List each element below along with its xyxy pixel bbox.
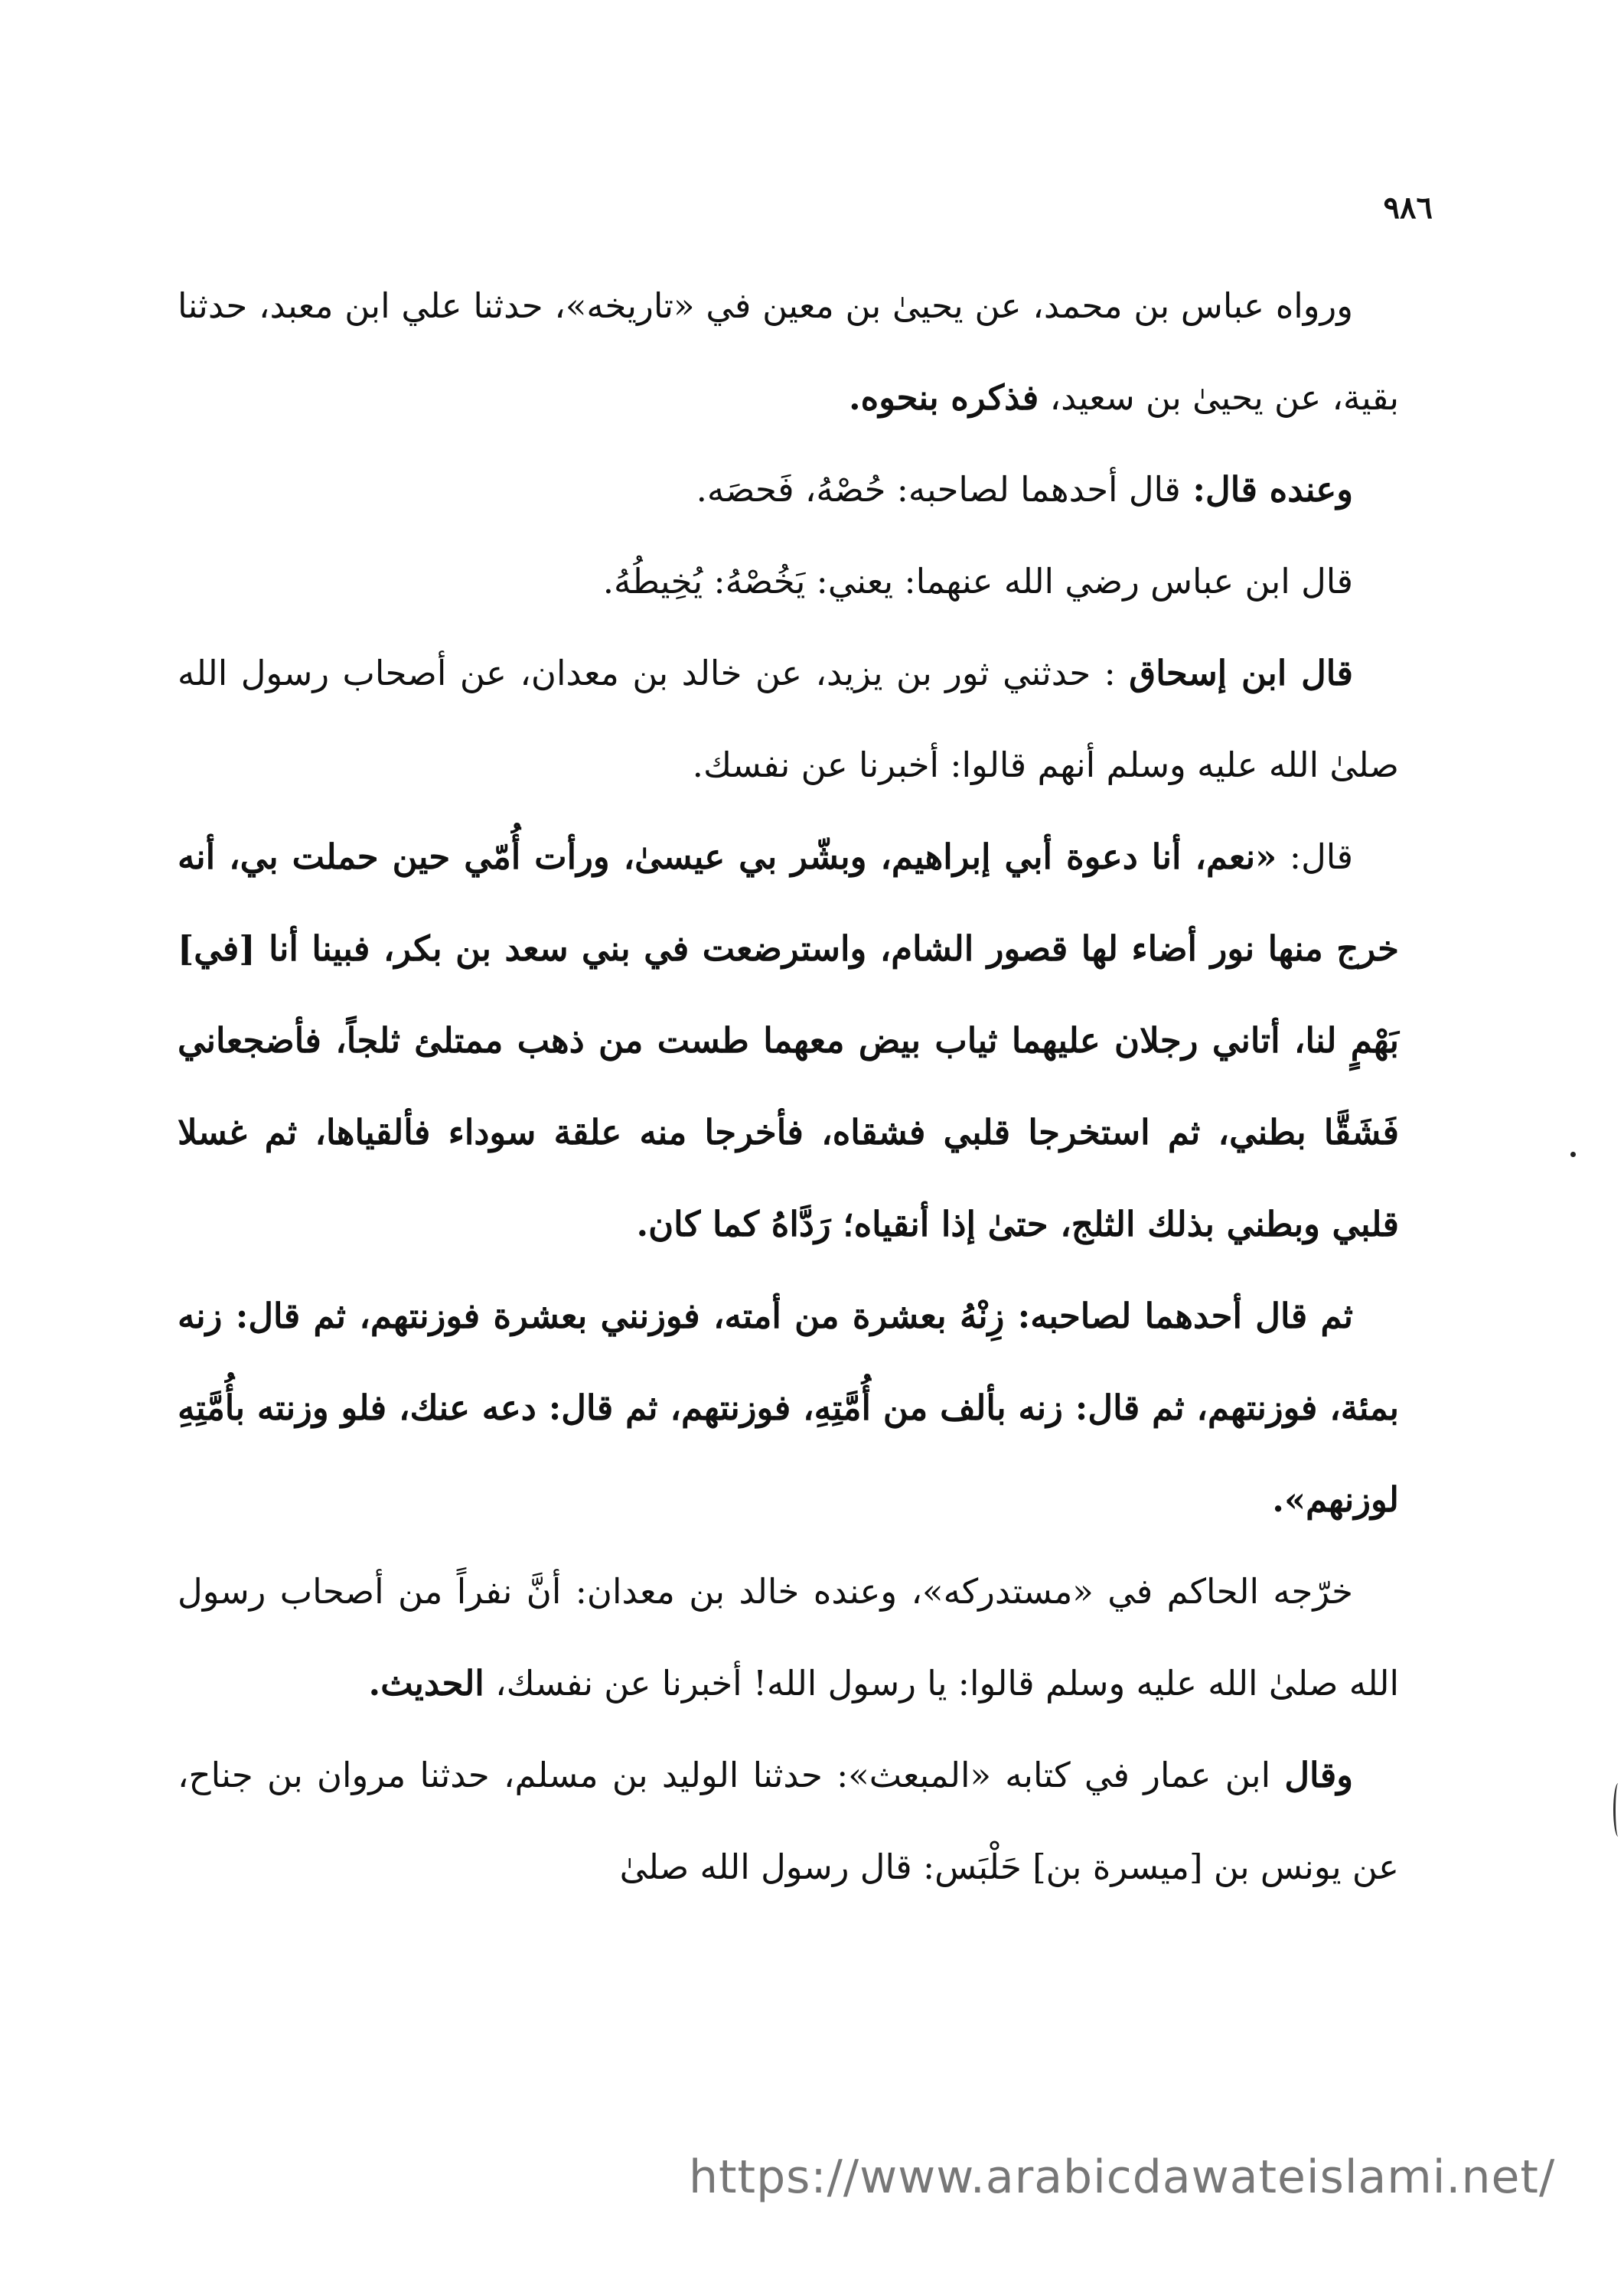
paragraph-8 <box>178 1730 1399 1913</box>
text-segment-bold: قال ابن إسحاق <box>1129 653 1354 693</box>
text-segment: خرّجه الحاكم في «مستدركه»، وعنده خالد بن معدان: أنَّ نفراً من أصحاب رسول الله صلىٰ الله عليه وسلم قالوا: يا رسول الله! أخبرنا عن نفسك، <box>178 1571 1399 1704</box>
text-segment-bold: وعنده قال: <box>1180 469 1353 510</box>
paragraph-1 <box>178 260 1399 444</box>
paragraph-6 <box>178 1270 1399 1546</box>
text-segment-bold: ثم قال أحدهما لصاحبه: زِنْهُ بعشرة من أمته، فوزنني بعشرة فوزنتهم، ثم قال: زنه بمئة، فوزنتهم، ثم قال: زنه بألف من أُمَّتِهِ، فوزنتهم، ثم قال: دعه عنك، فلو وزنته بأُمَّتِهِ لوزنهم». <box>178 1296 1399 1520</box>
paragraph-3 <box>178 536 1399 628</box>
margin-dot <box>1570 1152 1576 1157</box>
text-segment: قال أحدهما لصاحبه: حُصْهُ، فَحصَه. <box>696 469 1181 510</box>
text-segment-bold: الحديث. <box>368 1663 484 1704</box>
text-segment-bold: فذكره بنحوه. <box>848 377 1039 418</box>
text-segment: قال ابن عباس رضي الله عنهما: يعني: يَخُصْهُ: يُخِيطُهُ. <box>602 561 1353 602</box>
text-segment: قال: <box>1277 836 1353 877</box>
body-text <box>178 260 1399 1913</box>
paragraph-5 <box>178 811 1399 1270</box>
page-number: ٩٨٦ <box>1383 190 1433 226</box>
text-segment: : حدثني ثور بن يزيد، عن خالد بن معدان، عن أصحاب رسول الله صلىٰ الله عليه وسلم أنهم قالوا: أخبرنا عن نفسك. <box>178 653 1399 785</box>
text-segment-bold: وقال <box>1284 1755 1353 1795</box>
paragraph-7 <box>178 1546 1399 1730</box>
paragraph-4 <box>178 628 1399 811</box>
text-segment: ورواه عباس بن محمد، عن يحيىٰ بن معين في «تاريخه»، حدثنا علي ابن معبد، حدثنا بقية، عن يحيىٰ بن سعيد، <box>178 285 1399 418</box>
margin-mark <box>1613 1783 1623 1837</box>
watermark-url: https://www.arabicdawateislami.net/ <box>689 2150 1556 2204</box>
paragraph-2 <box>178 444 1399 536</box>
text-segment: ابن عمار في كتابه «المبعث»: حدثنا الوليد بن مسلم، حدثنا مروان بن جناح، عن يونس بن [ميسرة بن] حَلْبَس: قال رسول الله صلىٰ <box>178 1755 1399 1887</box>
text-segment-bold: «نعم، أنا دعوة أبي إبراهيم، وبشّر بي عيسىٰ، ورأت أُمّي حين حملت بي، أنه خرج منها نور أضاء لها قصور الشام، واسترضعت في بني سعد بن بكر، فبينا أنا [في] بَهْمٍ لنا، أتاني رجلان عليهما ثياب بيض معهما طست من ذهب ممتلئ ثلجاً، فأضجعاني فَشَقَّا بطني، ثم استخرجا قلبي فشقاه، فأخرجا منه علقة سوداء فألقياها، ثم غسلا قلبي وبطني بذلك الثلج، حتىٰ إذا أنقياه؛ رَدَّاهُ كما كان. <box>178 836 1400 1244</box>
